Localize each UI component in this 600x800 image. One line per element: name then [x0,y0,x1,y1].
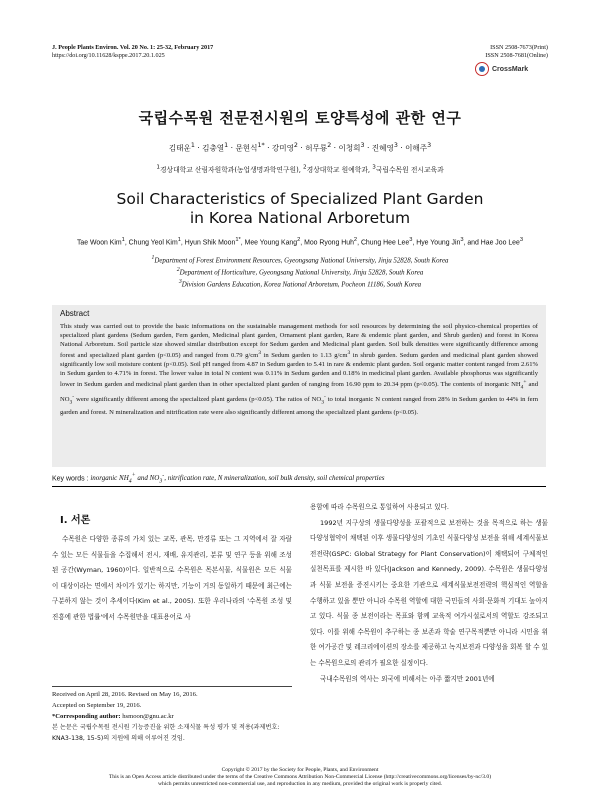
license-line: This is an Open Access article distributed under the terms of the Creative Commons Attribution Non-Commercial License (http://creativecommons.org/licenses/by-nc/3.0) [108,774,492,781]
right-column [310,500,548,687]
corresponding-email[interactable]: hsmoon@gnu.ac.kr [122,713,174,720]
affiliation-3: $^3$Division Gardens Education, Korea National Arboretum, Pocheon 11186, South Korea [178,278,422,288]
received-dates: Received on April 28, 2016. Revised on May 16, 2016. [52,691,198,698]
journal-header [52,44,213,60]
license-line-2: which permits unrestricted non-commercial use, and reproduction in any medium, provided the original work is properly cited. [157,781,443,788]
funding-note: 본 논문은 국립수목원 전시원 기능증진을 위한 소재식물 특성 평가 및 적용(과제번호: KNA3-138, 15-5)의 지원에 의해 이루어진 것임. [52,724,280,742]
english-affiliations [0,254,600,289]
issn-online: ISSN 2508-7681(Online) [485,52,548,60]
english-title-line1: Soil Characteristics of Specialized Plant Garden [116,190,484,208]
abstract-text: This study was carried out to provide the basic informations on the sustainable management methods for soil resources by determining the soil physico-chemical properties of specialized plant gardens (Sedum garden, Fern garden, Medicinal plant garden, Ornament plant garden, Rare & endemic plant garden, and Shrub garden) and forest in Korea National Arboretum. Soil particle size showed similar distribution except for Sedum garden and Medicinal plant garden. Soil bulk densities were significantly difference among forest and specialized plant garden (p<0.05) and ranged from 0.79 $g/cm^3$ in Sedum garden to 1.13 $g/cm^3$ in shrub garden. Sedum garden and medicinal plant garden showed significantly low soil moisture content (p<0.05). Soil pH ranged from 4.87 in Sedum garden to 5.41 in rare & endemic plant garden. Soil organic matter content ranged from 2.61% in Sedum garden to 4.71% in forest. The lower value in total N content was 0.11% in Sedum garden and 0.18% in medicinal plant garden. Available phosphorus was significantly lower in Sedum garden and medicinal plant garden than in other specialized plant garden of ranging from 16.90 ppm to 20.34 ppm (p<0.05). The contents of inorganic $NH_4^+$ and $NO_3^-$ were significantly different among the specialized plant gardens (p<0.05). The ratios of $NO_3^-$ to total inorganic N content ranged from 28% in Sedum garden to 44% in fern garden and forest. N mineralization and nitrification rate were also significantly different among the specialized plant gardens (p<0.05). [60,323,539,416]
accepted-date: Accepted on September 19, 2016. [52,702,142,709]
crossmark-icon [475,62,489,76]
issn-print: ISSN 2508-7673(Print) [490,44,548,51]
korean-affiliations: $^1$경상대학교 산림자원학과(농업생명과학연구원), $^2$경상대학교 원예학과, $^3$국립수목원 전시교육과 [156,164,444,174]
footnote-divider [52,686,292,687]
english-authors: Tae Woon Kim$^1$, Chung Yeol Kim$^1$, Hyun Shik Moon$^{1*}$, Mee Young Kang$^2$, Moo Ryong Huh$^2$, Chung Hee Lee$^3$, Hye Young Jin$^3$, and Hae Joo Lee$^3$ [76,237,524,247]
abstract-heading: Abstract [60,309,90,318]
section-heading: Ⅰ. 서론 [60,515,91,526]
keywords-label: Key words : [52,475,89,483]
footnotes [52,689,292,744]
crossmark-label: CrossMark [492,65,529,73]
intro-paragraph-3: 국내수목원의 역사는 외국에 비해서는 아주 짧지만 2001년에 [320,674,495,683]
crossmark-badge[interactable] [475,62,528,76]
copyright-line: Copyright © 2017 by the Society for People, Plants, and Environment [221,767,379,773]
affiliation-2: $^2$Department of Horticulture, Gyeongsang National University, Jinju 52828, South Korea [176,266,424,277]
english-title [0,190,600,228]
intro-paragraph-1 [52,532,292,626]
korean-authors: 김태운$^1$ · 김충열$^1$ · 문현식$^{1*}$ · 강미영$^2$ · 허무룡$^2$ · 이청희$^3$ · 진혜영$^3$ · 이해주$^3$ [168,142,432,153]
corresponding-author: *Corresponding author: hsmoon@gnu.ac.kr [52,713,174,720]
doi-link[interactable]: https://doi.org/10.11628/ksppe.2017.20.1.025 [52,52,165,60]
continued-line: 용함에 따라 수목원으로 통일하여 사용되고 있다. [310,503,449,511]
intro-text-1: 수목원은 다양한 종류의 가치 있는 교목, 관목, 만경류 또는 그 지역에서 잘 자랄 수 있는 모든 식물들을 수집해서 전시, 재배, 유지관리, 분류 및 연구 등을 위해 조성된 공간(Wyman, 1960)이다. 일반적으로 수목원은 목본식물, 식물원은 모든 식물이 대상이라는 면에서 차이가 있기는 하지만, 기능이 거의 동일하기 때문에 최근에는 구분하지 않는 것이 추세이다(Kim et al., 2005). 또한 우리나라의 '수목원 조성 및 진흥에 관한 법률'에서 수목원만을 대표용어로 사 [52,535,292,621]
journal-line: J. People Plants Environ. Vol. 20 No. 1: 25-32, February 2017 [52,44,214,51]
keywords-text: inorganic $NH_4^+$ and $NO_3^-$, nitrification rate, N mineralization, soil bulk density, soil chemical properties [90,473,385,485]
divider [52,486,546,487]
english-title-line2: in Korea National Arboretum [189,209,411,227]
intro-paragraph-2: 1992년 지구상의 생물다양성을 포괄적으로 보전하는 것을 목적으로 하는 생물다양성협약이 채택된 이후 생물다양성의 기초인 식물다양성 보전을 위해 세계식물보전전략(GSPC: Global Strategy for Plant Conservation)이 채택되어 구체적인 실천목표를 제시한 바 있다(Jackson and Kennedy, 2009). 수목원은 생물다양성과 식물 보전을 증진시키는 중요한 기관으로 세계식물보전전략의 핵심적인 역할을 수행하고 있을 뿐만 아니라 수목원 역할에 대한 국민들의 사회·문화적 기대도 높아지고 있다. 식물 종 보전이라는 목표와 함께 교육적 여가시설로서의 역할도 강조되고 있다. 이를 위해 수목원이 추구하는 종 보존과 학술 연구목적뿐만 아니라 시민을 위한 여가공간 및 레크리에이션의 장소를 제공하고 녹지보전과 다양성을 회복 할 수 있는 수목원으로의 관리가 필요한 실정이다. [310,518,549,667]
copyright-footer [0,767,600,789]
abstract-box [52,305,546,467]
issn-block [485,44,548,60]
affiliation-1: $^1$Department of Forest Environment Resources, Gyeongsang National University, Jinju 52828, South Korea [151,255,449,265]
keywords [52,473,546,485]
korean-title: 국립수목원 전문전시원의 토양특성에 관한 연구 [138,109,462,127]
